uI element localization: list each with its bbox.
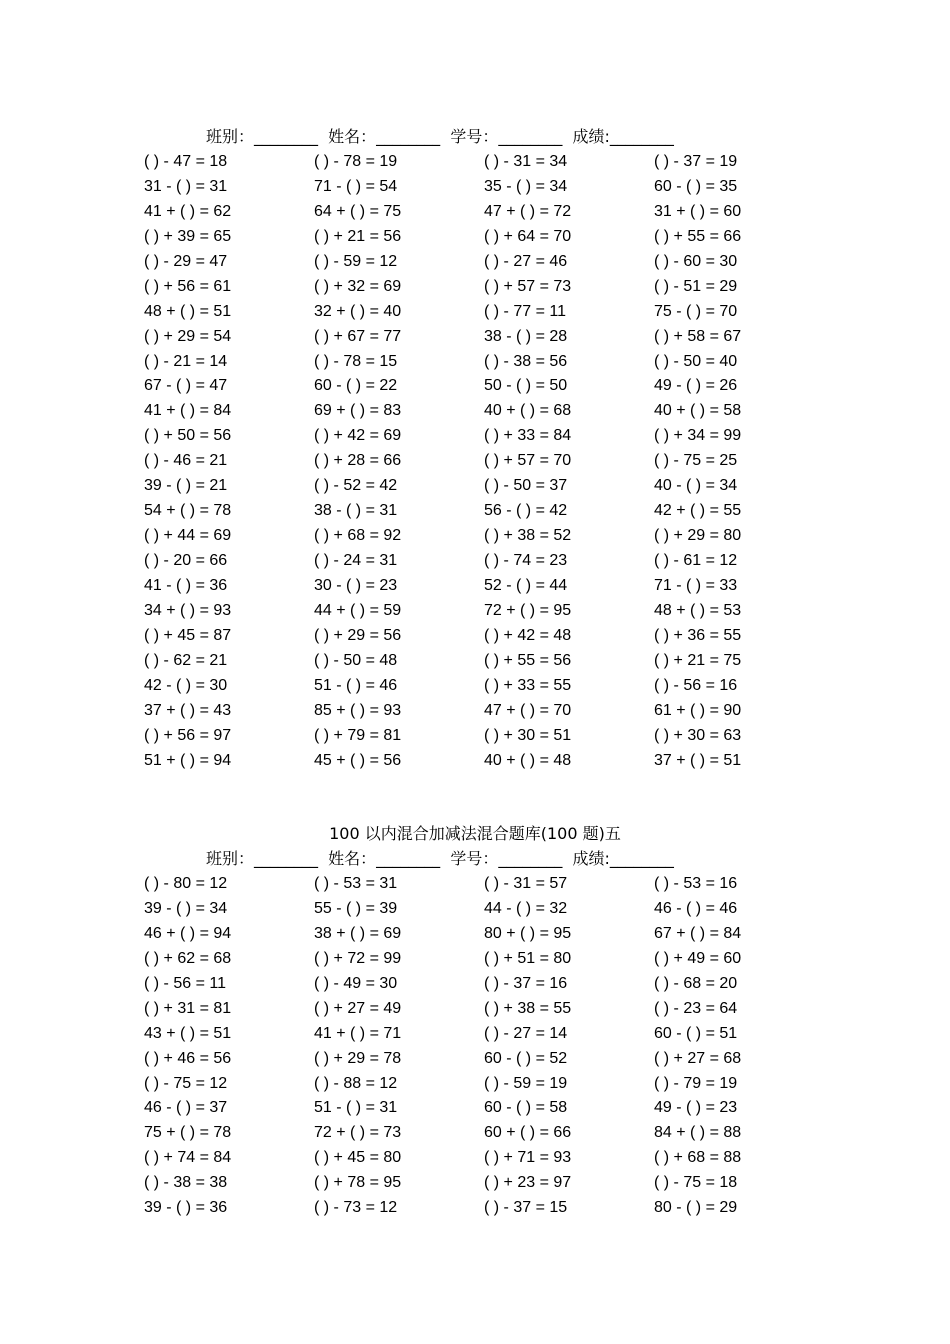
problem-cell: 60 - ( ) = 58 [484,1099,568,1117]
problem-cell: 51 - ( ) = 46 [314,676,398,694]
problem-cell: ( ) - 37 = 15 [484,1199,568,1217]
problem-cell: ( ) + 29 = 56 [314,626,402,644]
problem-cell: ( ) - 52 = 42 [314,477,398,495]
problem-cell: ( ) - 51 = 29 [654,277,738,295]
problem-cell: ( ) - 38 = 38 [144,1174,228,1192]
problem-cell: ( ) - 60 = 30 [654,252,738,270]
problem-cell: 39 - ( ) = 34 [144,899,228,917]
problem-cell: 44 + ( ) = 59 [314,601,402,619]
problem-cell: ( ) + 51 = 80 [484,949,572,967]
problem-cell: 60 - ( ) = 51 [654,1024,738,1042]
problem-cell: 40 + ( ) = 58 [654,402,742,420]
problem-cell: ( ) + 21 = 56 [314,227,402,245]
problem-cell: ( ) - 21 = 14 [144,352,228,370]
problem-cell: 69 + ( ) = 83 [314,402,402,420]
problem-cell: ( ) - 50 = 37 [484,477,568,495]
problem-cell: ( ) + 31 = 81 [144,999,232,1017]
problem-cell: 84 + ( ) = 88 [654,1124,742,1142]
problem-cell: ( ) + 57 = 73 [484,277,572,295]
problem-cell: 51 - ( ) = 31 [314,1099,398,1117]
problem-cell: ( ) + 42 = 69 [314,427,402,445]
problem-cell: ( ) + 68 = 88 [654,1149,742,1167]
problem-cell: 32 + ( ) = 40 [314,302,402,320]
problem-cell: 50 - ( ) = 50 [484,377,568,395]
problem-cell: ( ) - 59 = 12 [314,252,398,270]
problem-cell: ( ) + 36 = 55 [654,626,742,644]
problem-cell: ( ) - 59 = 19 [484,1074,568,1092]
problem-cell: 47 + ( ) = 72 [484,202,572,220]
problem-cell: 80 - ( ) = 29 [654,1199,738,1217]
problem-cell: ( ) - 73 = 12 [314,1199,398,1217]
problem-cell: ( ) - 80 = 12 [144,875,228,892]
problem-cell: 71 - ( ) = 33 [654,576,738,594]
problem-cell: 49 - ( ) = 23 [654,1099,738,1117]
problem-cell: ( ) - 56 = 11 [144,974,226,992]
problem-cell: ( ) - 50 = 48 [314,651,398,669]
problem-cell: ( ) + 62 = 68 [144,949,232,967]
problem-cell: 61 + ( ) = 90 [654,701,742,719]
sheet2-problem-grid [144,872,824,1221]
problem-cell: ( ) - 47 = 18 [144,153,228,170]
problem-cell: 60 - ( ) = 22 [314,377,398,395]
problem-cell: ( ) - 62 = 21 [144,651,228,669]
problem-cell: ( ) - 75 = 12 [144,1074,228,1092]
problem-cell: 56 - ( ) = 42 [484,502,568,520]
problem-cell: 41 + ( ) = 62 [144,202,232,220]
problem-cell: 38 - ( ) = 31 [314,502,398,520]
problem-cell: 35 - ( ) = 34 [484,177,568,195]
problem-cell: ( ) + 72 = 99 [314,949,402,967]
problem-cell: 41 - ( ) = 36 [144,576,228,594]
sheet2-header: 班别：________ 姓名：________ 学号：________ 成绩:________ [206,849,674,868]
problem-cell: ( ) + 29 = 80 [654,527,742,545]
sheet1-header: 班别：________ 姓名：________ 学号：________ 成绩:________ [206,127,674,146]
problem-cell: ( ) - 38 = 56 [484,352,568,370]
problem-cell: ( ) + 30 = 63 [654,726,742,744]
problem-cell: 48 + ( ) = 51 [144,302,232,320]
sheet1-problem-grid [144,150,824,773]
problem-cell: ( ) + 67 = 77 [314,327,402,345]
problem-cell: 72 + ( ) = 73 [314,1124,402,1142]
problem-cell: 46 - ( ) = 37 [144,1099,228,1117]
problem-cell: ( ) + 55 = 66 [654,227,742,245]
problem-cell: ( ) - 27 = 14 [484,1024,568,1042]
problem-cell: 60 - ( ) = 52 [484,1049,568,1067]
problem-cell: 55 - ( ) = 39 [314,899,398,917]
problem-cell: ( ) + 45 = 80 [314,1149,402,1167]
problem-cell: 38 + ( ) = 69 [314,924,402,942]
problem-cell: ( ) + 58 = 67 [654,327,742,345]
problem-cell: ( ) + 33 = 55 [484,676,572,694]
problem-cell: ( ) + 49 = 60 [654,949,742,967]
problem-cell: ( ) + 21 = 75 [654,651,742,669]
problem-cell: ( ) + 79 = 81 [314,726,402,744]
problem-cell: 38 - ( ) = 28 [484,327,568,345]
problem-cell: 44 - ( ) = 32 [484,899,568,917]
problem-cell: ( ) - 31 = 34 [484,153,568,170]
problem-cell: 40 + ( ) = 48 [484,751,572,769]
problem-cell: 40 + ( ) = 68 [484,402,572,420]
problem-cell: ( ) - 24 = 31 [314,552,398,569]
problem-cell: ( ) - 29 = 47 [144,252,228,270]
problem-cell: ( ) - 53 = 16 [654,875,738,892]
problem-cell: ( ) - 75 = 18 [654,1174,738,1192]
problem-cell: ( ) - 56 = 16 [654,676,738,694]
problem-cell: ( ) + 44 = 69 [144,527,232,545]
problem-cell: 47 + ( ) = 70 [484,701,572,719]
problem-cell: 75 - ( ) = 70 [654,302,738,320]
problem-cell: ( ) + 74 = 84 [144,1149,232,1167]
problem-cell: ( ) - 78 = 15 [314,352,398,370]
problem-cell: ( ) + 46 = 56 [144,1049,232,1067]
problem-cell: ( ) + 56 = 97 [144,726,232,744]
problem-cell: ( ) - 74 = 23 [484,552,568,569]
problem-cell: 46 + ( ) = 94 [144,924,232,942]
problem-cell: ( ) + 28 = 66 [314,452,402,470]
problem-cell: ( ) + 50 = 56 [144,427,232,445]
problem-cell: ( ) + 45 = 87 [144,626,232,644]
problem-cell: 75 + ( ) = 78 [144,1124,232,1142]
problem-cell: ( ) + 68 = 92 [314,527,402,545]
problem-cell: 41 + ( ) = 84 [144,402,232,420]
problem-cell: ( ) - 78 = 19 [314,153,398,170]
problem-cell: 31 - ( ) = 31 [144,177,228,195]
problem-cell: 67 - ( ) = 47 [144,377,228,395]
problem-cell: ( ) + 71 = 93 [484,1149,572,1167]
problem-cell: ( ) + 27 = 49 [314,999,402,1017]
problem-cell: ( ) + 33 = 84 [484,427,572,445]
problem-cell: 45 + ( ) = 56 [314,751,402,769]
problem-cell: ( ) - 53 = 31 [314,875,398,892]
problem-cell: 42 - ( ) = 30 [144,676,228,694]
problem-cell: ( ) - 49 = 30 [314,974,398,992]
problem-cell: ( ) - 61 = 12 [654,552,738,569]
problem-cell: ( ) - 50 = 40 [654,352,738,370]
problem-cell: 37 + ( ) = 43 [144,701,232,719]
problem-cell: 37 + ( ) = 51 [654,751,742,769]
problem-cell: 85 + ( ) = 93 [314,701,402,719]
problem-cell: ( ) + 42 = 48 [484,626,572,644]
problem-cell: ( ) + 56 = 61 [144,277,232,295]
sheet2-title: 100 以内混合加减法混合题库(100 题)五 [329,824,621,843]
problem-cell: 52 - ( ) = 44 [484,576,568,594]
problem-cell: 49 - ( ) = 26 [654,377,738,395]
problem-cell: 80 + ( ) = 95 [484,924,572,942]
problem-cell: ( ) + 32 = 69 [314,277,402,295]
problem-cell: 67 + ( ) = 84 [654,924,742,942]
problem-cell: 34 + ( ) = 93 [144,601,232,619]
problem-cell: 43 + ( ) = 51 [144,1024,232,1042]
problem-cell: ( ) + 57 = 70 [484,452,572,470]
problem-cell: 39 - ( ) = 21 [144,477,228,495]
problem-cell: ( ) + 55 = 56 [484,651,572,669]
problem-cell: 40 - ( ) = 34 [654,477,738,495]
problem-cell: 39 - ( ) = 36 [144,1199,228,1217]
problem-cell: ( ) + 30 = 51 [484,726,572,744]
problem-cell: 41 + ( ) = 71 [314,1024,402,1042]
problem-cell: ( ) + 23 = 97 [484,1174,572,1192]
problem-cell: 51 + ( ) = 94 [144,751,232,769]
problem-cell: ( ) - 77 = 11 [484,302,566,320]
problem-cell: ( ) - 37 = 19 [654,153,738,170]
problem-cell: 46 - ( ) = 46 [654,899,738,917]
problem-cell: 60 + ( ) = 66 [484,1124,572,1142]
problem-cell: ( ) - 27 = 46 [484,252,568,270]
problem-cell: ( ) + 29 = 54 [144,327,232,345]
problem-cell: ( ) + 64 = 70 [484,227,572,245]
problem-cell: 42 + ( ) = 55 [654,502,742,520]
problem-cell: ( ) - 37 = 16 [484,974,568,992]
problem-cell: ( ) - 23 = 64 [654,999,738,1017]
problem-cell: ( ) - 20 = 66 [144,552,228,569]
problem-cell: 72 + ( ) = 95 [484,601,572,619]
problem-cell: 71 - ( ) = 54 [314,177,398,195]
problem-cell: 54 + ( ) = 78 [144,502,232,520]
problem-cell: ( ) - 68 = 20 [654,974,738,992]
problem-cell: ( ) - 75 = 25 [654,452,738,470]
problem-cell: ( ) + 27 = 68 [654,1049,742,1067]
problem-cell: ( ) - 46 = 21 [144,452,228,470]
problem-cell: ( ) + 29 = 78 [314,1049,402,1067]
problem-cell: ( ) - 88 = 12 [314,1074,398,1092]
problem-cell: ( ) - 79 = 19 [654,1074,738,1092]
problem-cell: 60 - ( ) = 35 [654,177,738,195]
problem-cell: 30 - ( ) = 23 [314,576,398,594]
problem-cell: ( ) - 31 = 57 [484,875,568,892]
problem-cell: ( ) + 78 = 95 [314,1174,402,1192]
problem-cell: ( ) + 39 = 65 [144,227,232,245]
problem-cell: ( ) + 34 = 99 [654,427,742,445]
problem-cell: ( ) + 38 = 55 [484,999,572,1017]
problem-cell: ( ) + 38 = 52 [484,527,572,545]
problem-cell: 48 + ( ) = 53 [654,601,742,619]
problem-cell: 64 + ( ) = 75 [314,202,402,220]
problem-cell: 31 + ( ) = 60 [654,202,742,220]
